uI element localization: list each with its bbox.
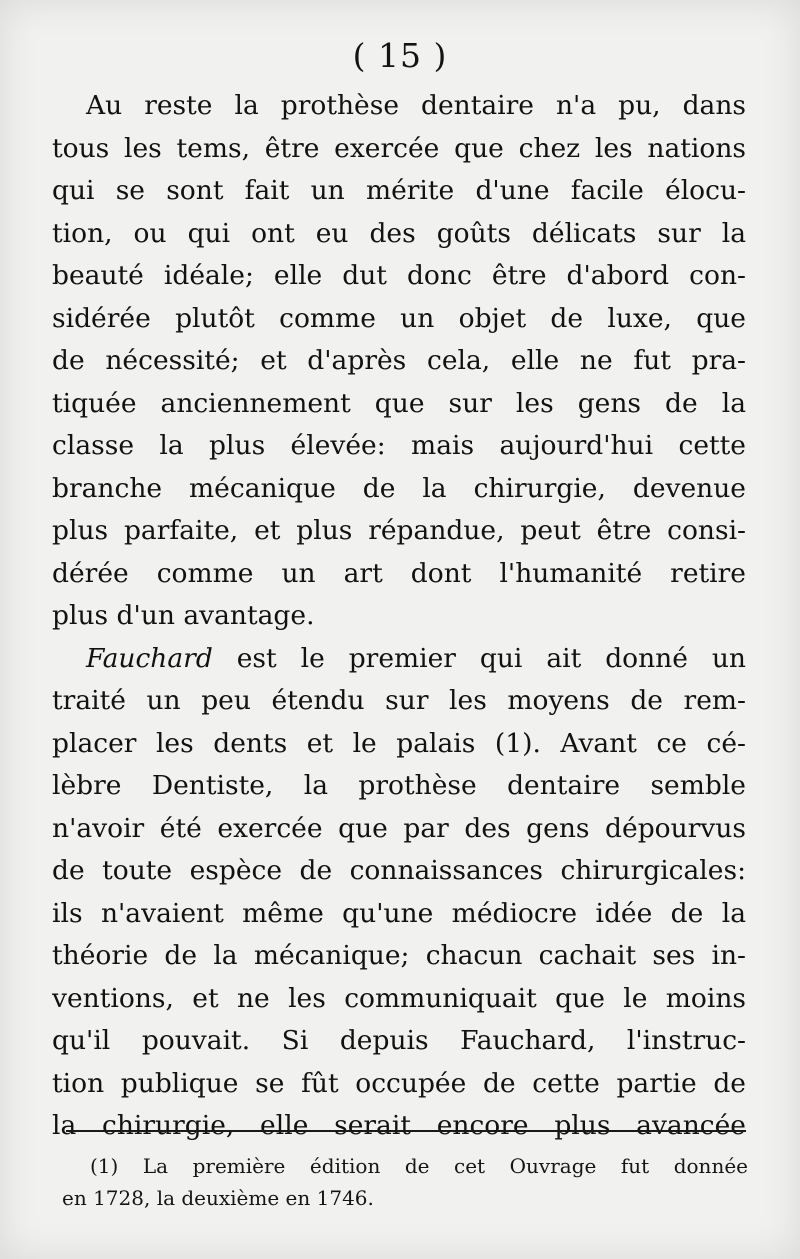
footnote	[62, 1150, 748, 1214]
text-line-rest: est le premier qui ait donné un	[212, 642, 746, 674]
text-line: de toute espèce de connaissances chirurgicales:	[52, 855, 746, 886]
text-line: tion, ou qui ont eu des goûts délicats sur la	[52, 217, 746, 249]
text-line: plus parfaite, et plus répandue, peut être consi-	[52, 515, 746, 546]
text-line: plus d'un avantage.	[52, 600, 315, 631]
text-line: sidérée plutôt comme un objet de luxe, que	[52, 302, 746, 334]
text-line: ventions, et ne les communiquait que le moins	[52, 982, 746, 1014]
text-line: ils n'avaient même qu'une médiocre idée de la	[52, 897, 746, 929]
text-line: tiquée anciennement que sur les gens de la	[52, 387, 746, 419]
text-line: classe la plus élevée: mais aujourd'hui cette	[52, 430, 746, 461]
text-line: la chirurgie, elle serait encore plus avancée	[52, 1110, 746, 1141]
text-line: beauté idéale; elle dut donc être d'abord con-	[52, 260, 746, 291]
text-line: tion publique se fût occupée de cette partie de	[52, 1067, 746, 1099]
footnote-line: (1) La première édition de cet Ouvrage fut donnée	[90, 1154, 748, 1178]
text-line: Au reste la prothèse dentaire n'a pu, dans	[86, 90, 746, 121]
text-line: branche mécanique de la chirurgie, devenue	[52, 472, 746, 504]
text-line: dérée comme un art dont l'humanité retire	[52, 557, 746, 589]
body-text	[52, 85, 746, 1148]
text-line: placer les dents et le palais (1). Avant ce cé-	[52, 727, 746, 759]
author-name-italic: Fauchard	[86, 642, 213, 674]
footnote-line: en 1728, la deuxième en 1746.	[62, 1186, 374, 1210]
paragraph-2	[52, 638, 746, 1148]
footnote-divider	[66, 1130, 746, 1132]
text-line: qui se sont fait un mérite d'une facile élocu-	[52, 175, 746, 206]
page-number: ( 15 )	[352, 36, 448, 75]
text-line: de nécessité; et d'après cela, elle ne fut pra-	[52, 345, 746, 376]
text-line: tous les tems, être exercée que chez les nations	[52, 132, 746, 164]
text-line: théorie de la mécanique; chacun cachait ses in-	[52, 940, 746, 971]
paragraph-1	[52, 85, 746, 638]
text-line-first	[52, 638, 746, 681]
text-line: traité un peu étendu sur les moyens de rem-	[52, 685, 746, 716]
text-line: qu'il pouvait. Si depuis Fauchard, l'instruc-	[52, 1025, 746, 1056]
text-line: n'avoir été exercée que par des gens dépourvus	[52, 812, 746, 844]
text-line: lèbre Dentiste, la prothèse dentaire semble	[52, 770, 746, 801]
